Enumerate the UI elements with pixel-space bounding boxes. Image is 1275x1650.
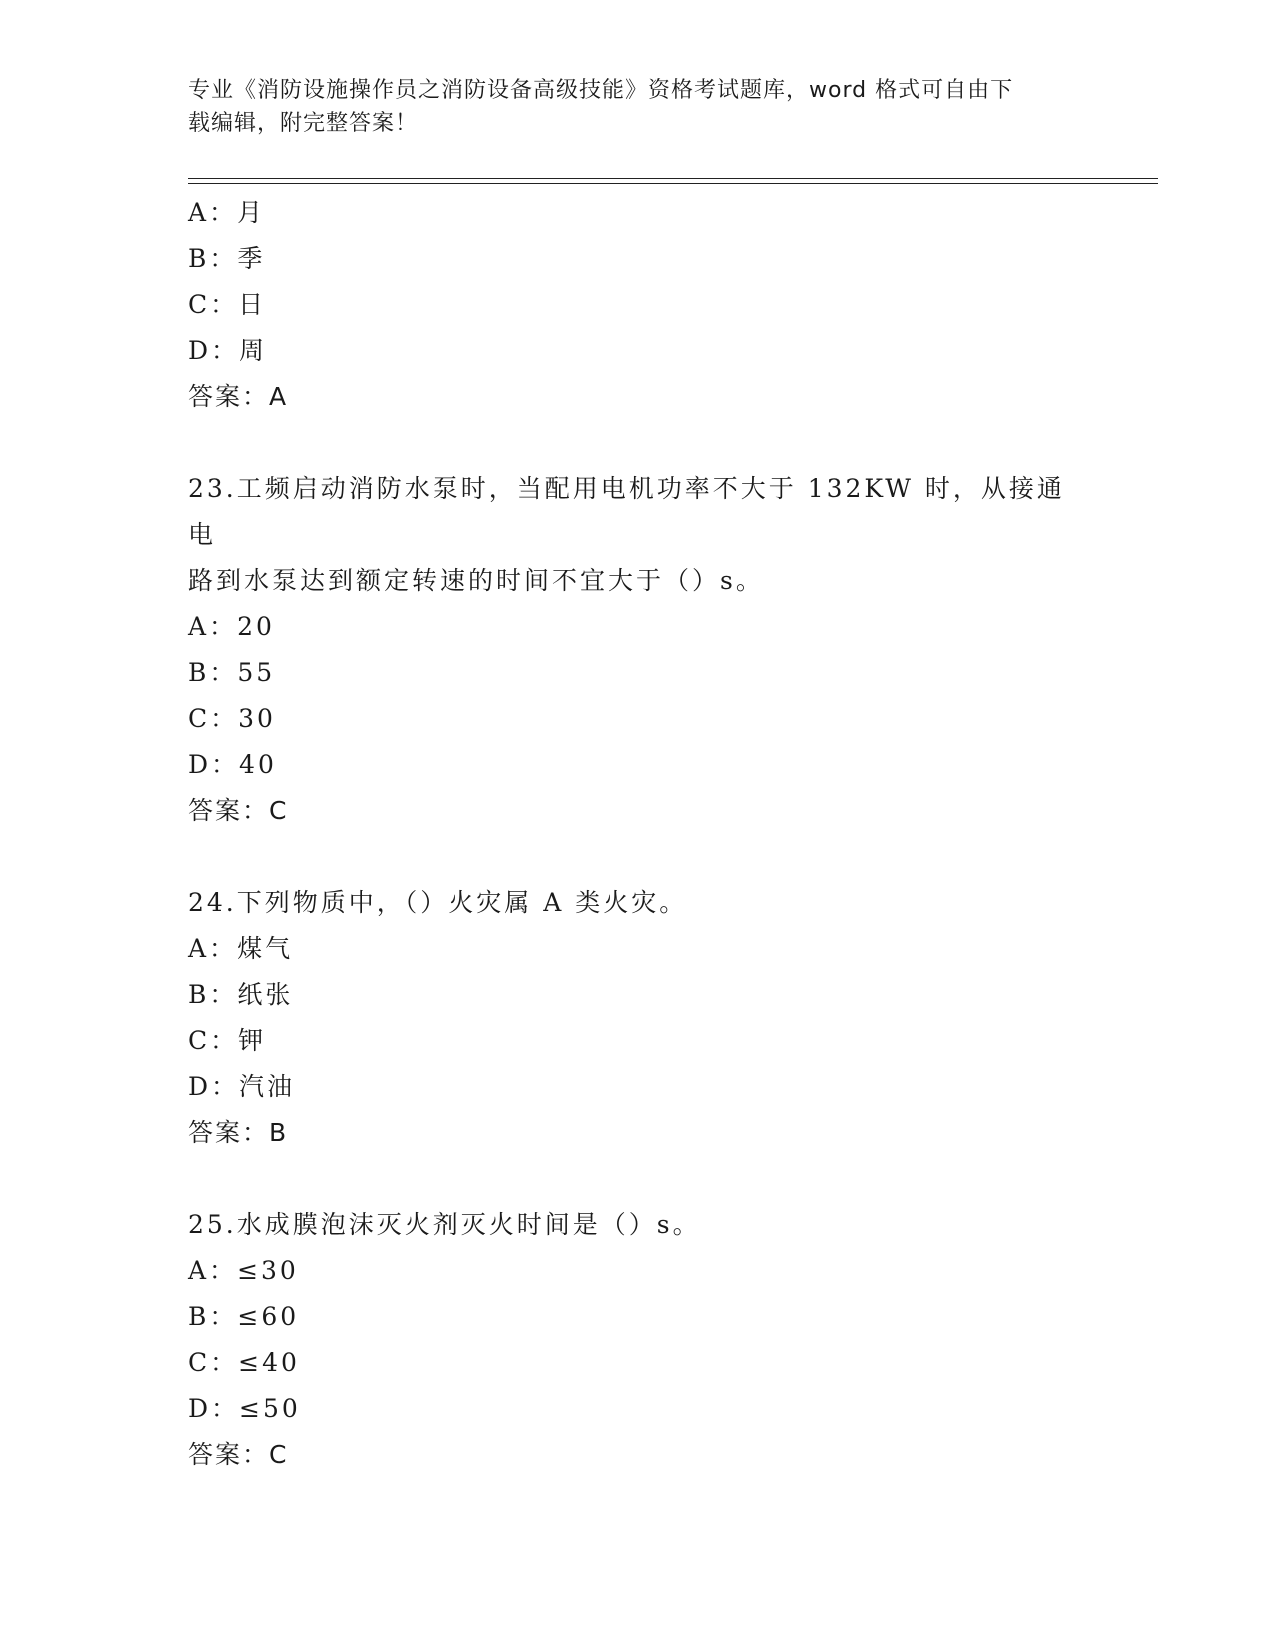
question-23: [188, 466, 1088, 834]
question-stem-line-1: 24.下列物质中，（）火灾属 A 类火灾。: [188, 888, 688, 917]
option-d: D：40: [188, 750, 277, 779]
option-d: D：≤50: [188, 1394, 301, 1423]
option-a: A：≤30: [188, 1256, 299, 1285]
option-c: C：日: [188, 290, 267, 319]
question-24: [188, 880, 1088, 1156]
option-b: B：季: [188, 244, 266, 273]
option-a: A：20: [188, 612, 275, 641]
header-divider: [188, 178, 1158, 179]
header-divider-second: [188, 183, 1158, 184]
answer-line: 答案：A: [188, 382, 289, 411]
document-header: [188, 74, 1068, 140]
question-stem-line-1: 25.水成膜泡沫灭火剂灭火时间是（）s。: [188, 1210, 701, 1239]
option-c: C：30: [188, 704, 276, 733]
option-d: D：汽油: [188, 1072, 296, 1101]
answer-line: 答案：C: [188, 796, 289, 825]
question-25: [188, 1202, 1088, 1478]
option-c: C：钾: [188, 1026, 267, 1055]
option-b: B：纸张: [188, 980, 294, 1009]
option-b: B：≤60: [188, 1302, 300, 1331]
option-a: A：煤气: [188, 934, 294, 963]
option-d: D：周: [188, 336, 268, 365]
question-22-continuation: [188, 190, 1088, 420]
answer-line: 答案：B: [188, 1118, 289, 1147]
option-c: C：≤40: [188, 1348, 300, 1377]
option-a: A：月: [188, 198, 266, 227]
question-stem-line-1: 23.工频启动消防水泵时，当配用电机功率不大于 132KW 时，从接通电: [188, 474, 1065, 549]
question-list: [188, 190, 1088, 1478]
header-line-1: 专业《消防设施操作员之消防设备高级技能》资格考试题库，word 格式可自由下: [188, 78, 1014, 103]
answer-line: 答案：C: [188, 1440, 289, 1469]
option-b: B：55: [188, 658, 276, 687]
header-line-2: 载编辑，附完整答案！: [188, 111, 419, 136]
question-stem-line-2: 路到水泵达到额定转速的时间不宜大于（）s。: [188, 566, 764, 595]
